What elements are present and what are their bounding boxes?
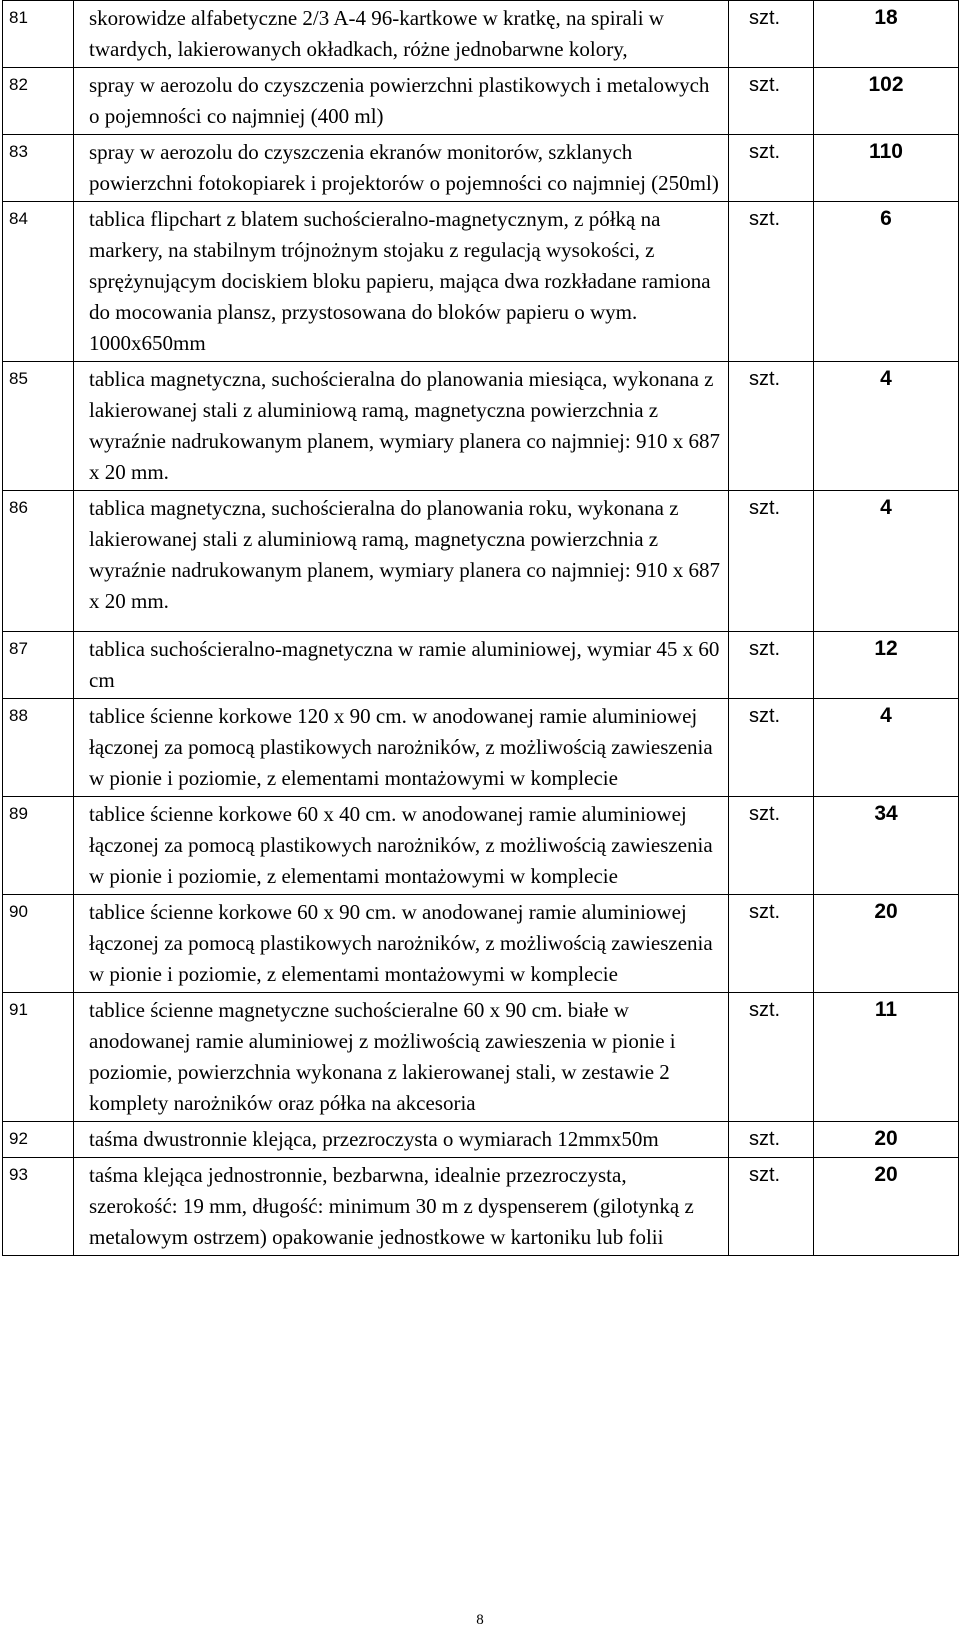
- table-row: [3, 1122, 959, 1158]
- row-quantity: 12: [814, 632, 959, 699]
- row-description: tablica suchościeralno-magnetyczna w ramie aluminiowej, wymiar 45 x 60 cm: [74, 632, 729, 699]
- row-quantity: 20: [814, 1122, 959, 1158]
- row-number: 88: [3, 699, 74, 797]
- row-description: taśma dwustronnie klejąca, przezroczysta o wymiarach 12mmx50m: [74, 1122, 729, 1158]
- row-number: 90: [3, 895, 74, 993]
- row-unit: szt.: [729, 797, 814, 895]
- row-number: 82: [3, 68, 74, 135]
- row-number: 92: [3, 1122, 74, 1158]
- row-number: 89: [3, 797, 74, 895]
- row-quantity: 4: [814, 491, 959, 632]
- row-quantity: 110: [814, 135, 959, 202]
- row-description: tablice ścienne magnetyczne suchościeralne 60 x 90 cm. białe w anodowanej ramie aluminiowej z możliwością zawieszenia w pionie i poziomie, powierzchnia wykonana z lakierowanej stali, w zestawie 2 komplety narożników oraz półka na akcesoria: [74, 993, 729, 1122]
- table-row: [3, 699, 959, 797]
- table-row: [3, 362, 959, 491]
- row-unit: szt.: [729, 491, 814, 632]
- row-description: tablica flipchart z blatem suchościeralno-magnetycznym, z półką na markery, na stabilnym trójnożnym stojaku z regulacją wysokości, z sprężynującym dociskiem bloku papieru, mająca dwa rozkładane ramiona do mocowania plansz, przystosowana do bloków papieru o wym. 1000x650mm: [74, 202, 729, 362]
- row-number: 83: [3, 135, 74, 202]
- table-row: [3, 895, 959, 993]
- row-number: 81: [3, 1, 74, 68]
- row-number: 85: [3, 362, 74, 491]
- row-number: 86: [3, 491, 74, 632]
- table-row: [3, 135, 959, 202]
- table-row: [3, 202, 959, 362]
- table-row: [3, 491, 959, 632]
- row-number: 87: [3, 632, 74, 699]
- table-row: [3, 68, 959, 135]
- row-quantity: 4: [814, 699, 959, 797]
- row-unit: szt.: [729, 699, 814, 797]
- row-quantity: 4: [814, 362, 959, 491]
- row-quantity: 102: [814, 68, 959, 135]
- row-description: tablice ścienne korkowe 60 x 40 cm. w anodowanej ramie aluminiowej łączonej za pomocą plastikowych narożników, z możliwością zawieszenia w pionie i poziomie, z elementami montażowymi w komplecie: [74, 797, 729, 895]
- row-quantity: 34: [814, 797, 959, 895]
- page-number: 8: [476, 1612, 484, 1628]
- row-unit: szt.: [729, 68, 814, 135]
- table-row: [3, 1158, 959, 1256]
- table-row: [3, 1, 959, 68]
- row-quantity: 18: [814, 1, 959, 68]
- row-number: 91: [3, 993, 74, 1122]
- row-quantity: 20: [814, 1158, 959, 1256]
- row-description: tablice ścienne korkowe 120 x 90 cm. w anodowanej ramie aluminiowej łączonej za pomocą plastikowych narożników, z możliwością zawieszenia w pionie i poziomie, z elementami montażowymi w komplecie: [74, 699, 729, 797]
- row-unit: szt.: [729, 202, 814, 362]
- row-quantity: 11: [814, 993, 959, 1122]
- row-description: taśma klejąca jednostronnie, bezbarwna, idealnie przezroczysta, szerokość: 19 mm, długość: minimum 30 m z dyspenserem (gilotynką z metalowym ostrzem) opakowanie jednostkowe w kartoniku lub folii: [74, 1158, 729, 1256]
- row-description: tablice ścienne korkowe 60 x 90 cm. w anodowanej ramie aluminiowej łączonej za pomocą plastikowych narożników, z możliwością zawieszenia w pionie i poziomie, z elementami montażowymi w komplecie: [74, 895, 729, 993]
- row-unit: szt.: [729, 1122, 814, 1158]
- row-unit: szt.: [729, 993, 814, 1122]
- row-number: 84: [3, 202, 74, 362]
- row-description: tablica magnetyczna, suchościeralna do planowania roku, wykonana z lakierowanej stali z aluminiową ramą, magnetyczna powierzchnia z wyraźnie nadrukowanym planem, wymiary planera co najmniej: 910 x 687 x 20 mm.: [74, 491, 729, 632]
- items-table: [2, 0, 959, 1256]
- table-row: [3, 632, 959, 699]
- row-unit: szt.: [729, 632, 814, 699]
- row-unit: szt.: [729, 1, 814, 68]
- row-description: spray w aerozolu do czyszczenia powierzchni plastikowych i metalowych o pojemności co najmniej (400 ml): [74, 68, 729, 135]
- row-unit: szt.: [729, 135, 814, 202]
- row-description: tablica magnetyczna, suchościeralna do planowania miesiąca, wykonana z lakierowanej stali z aluminiową ramą, magnetyczna powierzchnia z wyraźnie nadrukowanym planem, wymiary planera co najmniej: 910 x 687 x 20 mm.: [74, 362, 729, 491]
- table-row: [3, 993, 959, 1122]
- row-description: skorowidze alfabetyczne 2/3 A-4 96-kartkowe w kratkę, na spirali w twardych, lakierowanych okładkach, różne jednobarwne kolory,: [74, 1, 729, 68]
- row-unit: szt.: [729, 1158, 814, 1256]
- row-unit: szt.: [729, 895, 814, 993]
- row-number: 93: [3, 1158, 74, 1256]
- row-description: spray w aerozolu do czyszczenia ekranów monitorów, szklanych powierzchni fotokopiarek i projektorów o pojemności co najmniej (250ml): [74, 135, 729, 202]
- row-quantity: 20: [814, 895, 959, 993]
- row-quantity: 6: [814, 202, 959, 362]
- table-row: [3, 797, 959, 895]
- row-unit: szt.: [729, 362, 814, 491]
